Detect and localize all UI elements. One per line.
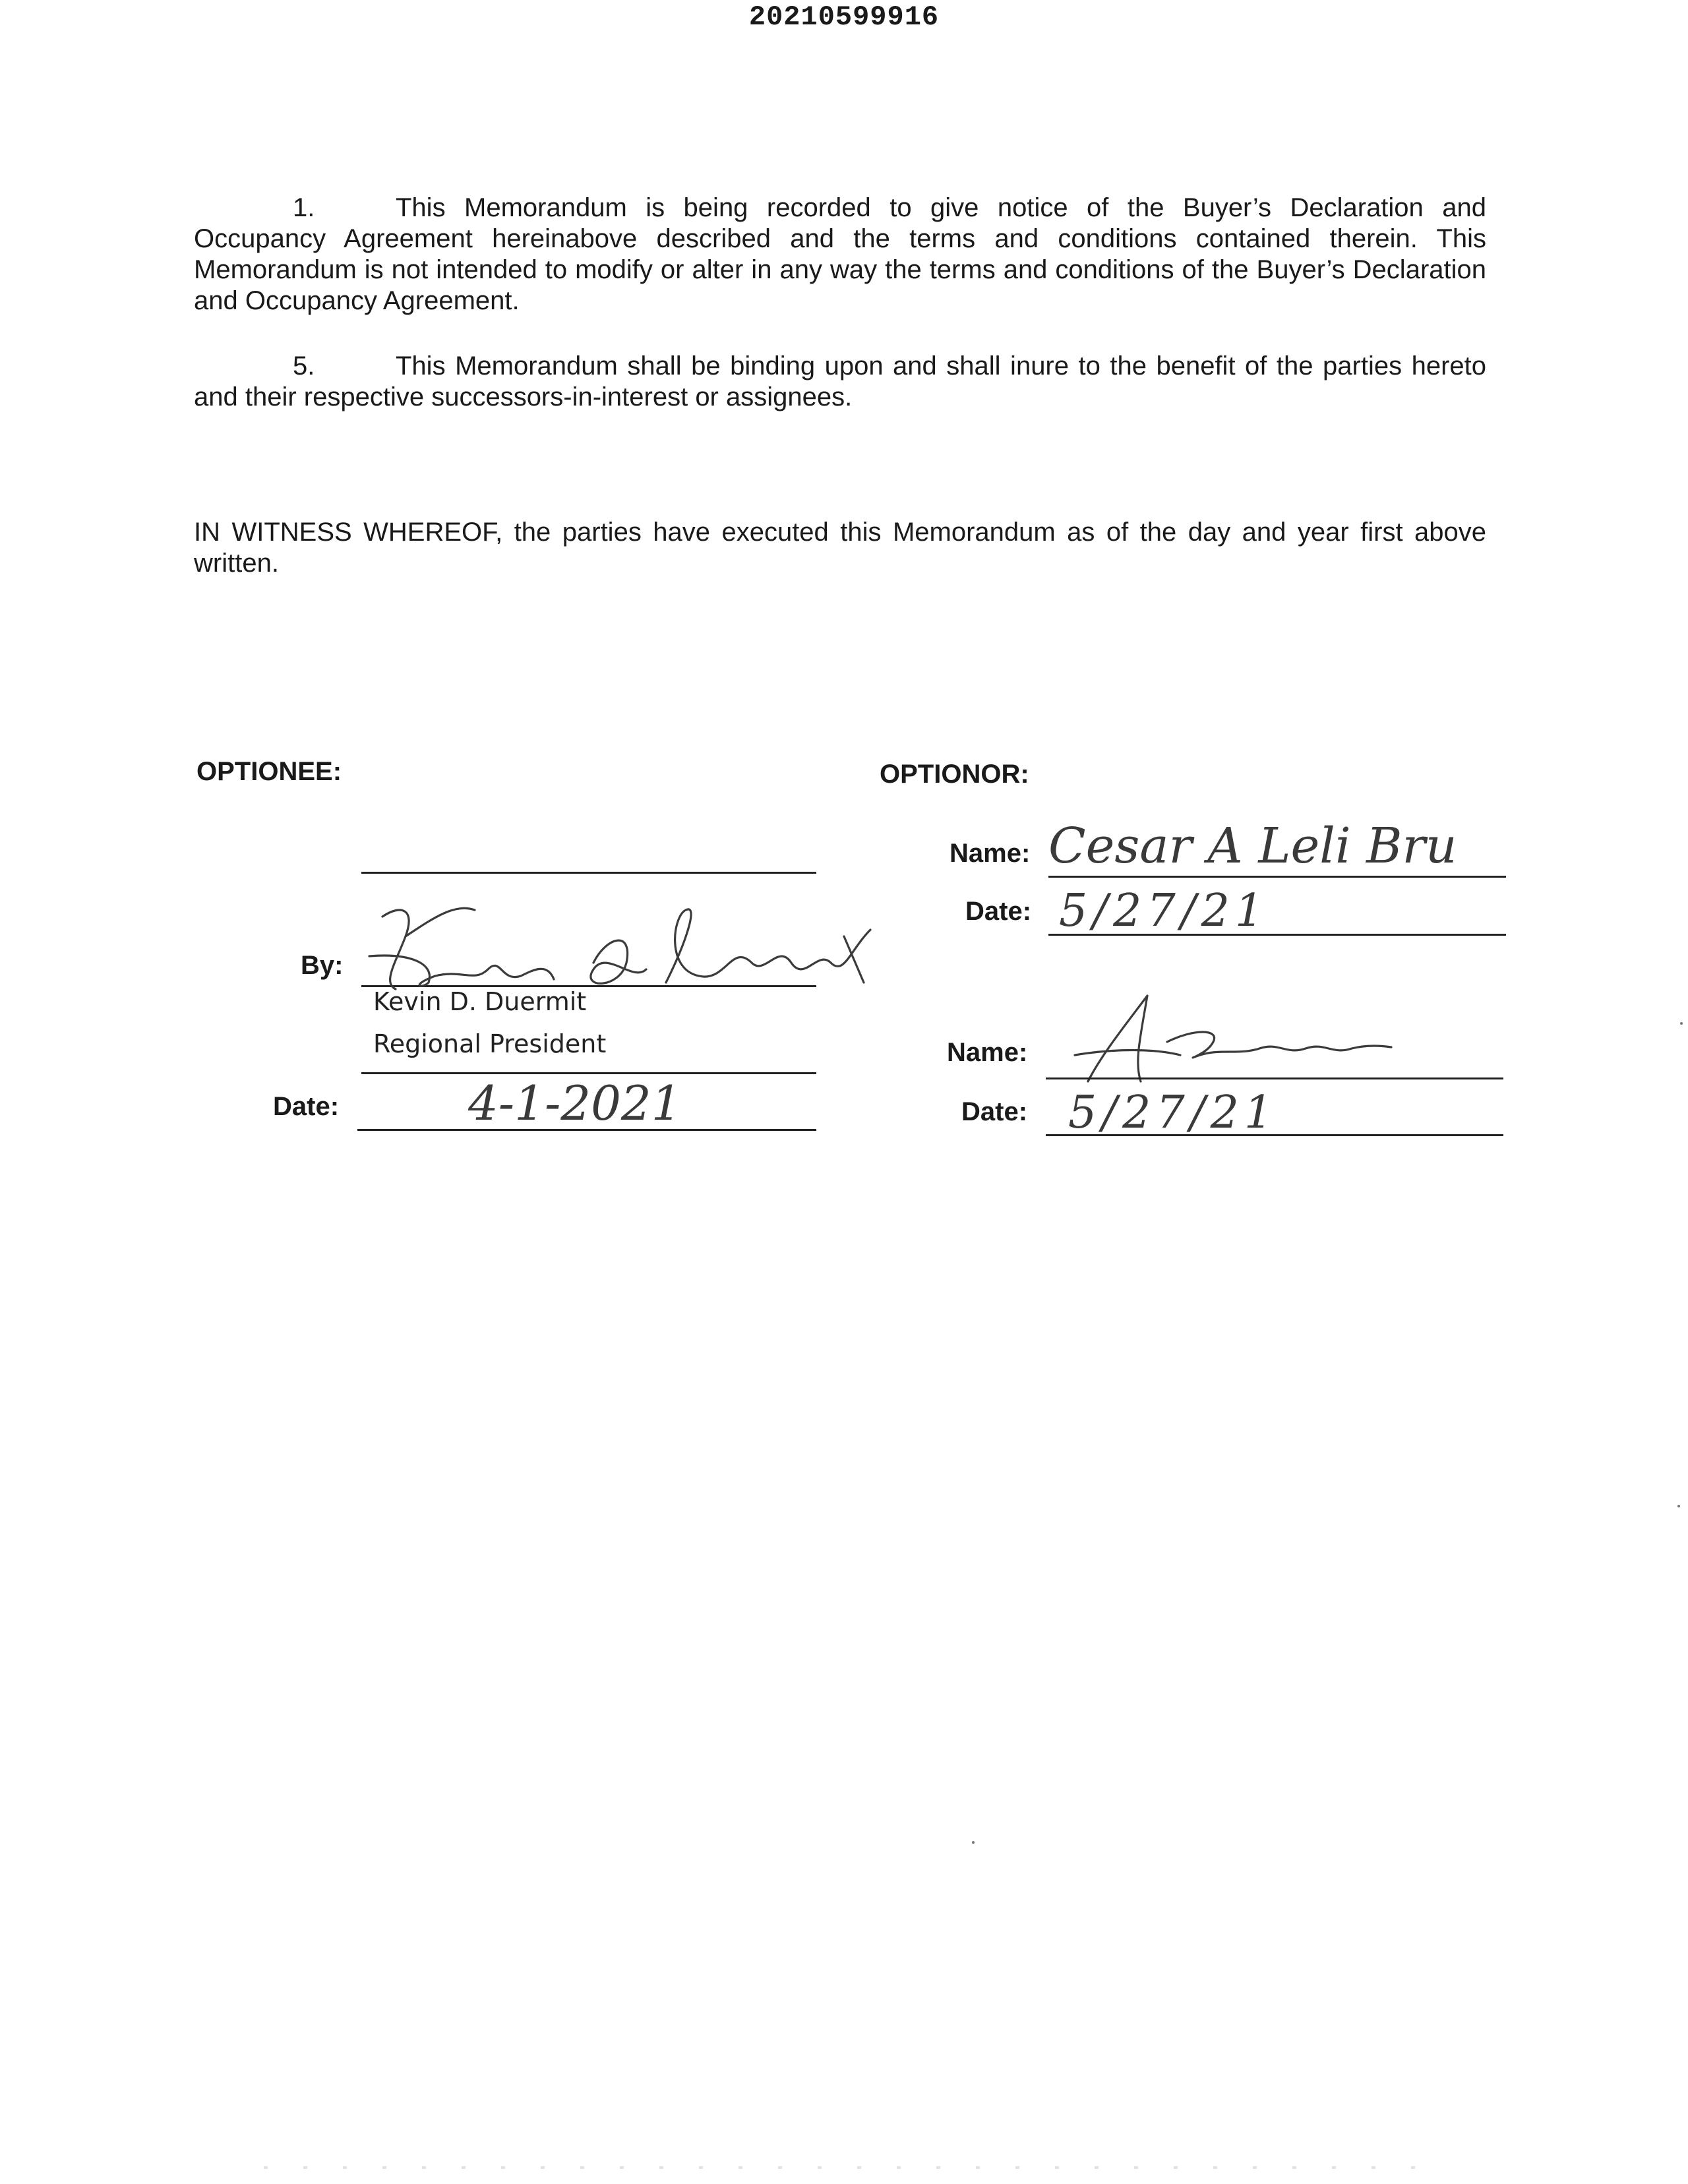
optionor-signer2-signature [1048,983,1404,1088]
optionee-name: Kevin D. Duermit [373,987,587,1016]
paragraph-5-number: 5. [293,351,315,380]
optionee-title: Regional President [373,1029,607,1058]
svg-text:5/27/21: 5/27/21 [1068,1087,1279,1139]
paragraph-5-text: This Memorandum shall be binding upon and shall inure to the benefit of the parties hereto and their respective successors-in-interest or assignees. [194,351,1486,411]
optionee-blank-line [361,872,816,874]
witness-clause [194,517,1486,579]
document-number: 20210599916 [748,1,940,33]
optionee-by-label: By: [301,951,344,980]
svg-text:4-1-2021: 4-1-2021 [468,1076,682,1131]
optionor-heading: OPTIONOR: [880,760,1029,789]
optionee-date-label: Date: [273,1092,340,1121]
optionor-signer1-date-line [1048,934,1506,936]
optionee-heading: OPTIONEE: [196,757,342,786]
optionor-signer1-date-handwritten [1055,877,1319,936]
optionor-signer2-date-label: Date: [961,1097,1028,1126]
paragraph-1-number: 1. [293,193,315,222]
scan-speck [1680,1022,1683,1025]
witness-text: IN WITNESS WHEREOF, the parties have executed this Memorandum as of the day and year first above written. [194,518,1486,578]
optionor-signer2-date-handwritten [1055,1077,1319,1137]
svg-text:Cesar A Leli Bru: Cesar A Leli Bru [1048,818,1457,874]
optionor-signer2-date-line [1046,1134,1503,1136]
optionor-signer1-date-label: Date: [965,897,1032,926]
optionor-signer1-name-label: Name: [950,839,1031,868]
svg-text:5/27/21: 5/27/21 [1059,885,1269,937]
optionor-signer1-signature [1042,804,1464,877]
optionee-date-handwritten [462,1074,738,1133]
paragraph-5 [194,351,1486,413]
scan-speck [972,1841,975,1844]
paragraph-1-text: This Memorandum is being recorded to give notice of the Buyer’s Declaration and Occupancy Agreement hereinabove described and the terms and conditions contained therein. This Memorandum is not intended to modify or alter in any way the terms and conditions of the Buyer’s Declaration and Occupancy Agreement. [194,193,1486,315]
scan-noise [264,2166,1451,2169]
paragraph-1 [194,193,1486,317]
scan-speck [1677,1505,1680,1507]
optionee-date-line [357,1129,816,1131]
optionee-signature [356,890,884,996]
optionor-signer2-name-label: Name: [947,1038,1028,1067]
